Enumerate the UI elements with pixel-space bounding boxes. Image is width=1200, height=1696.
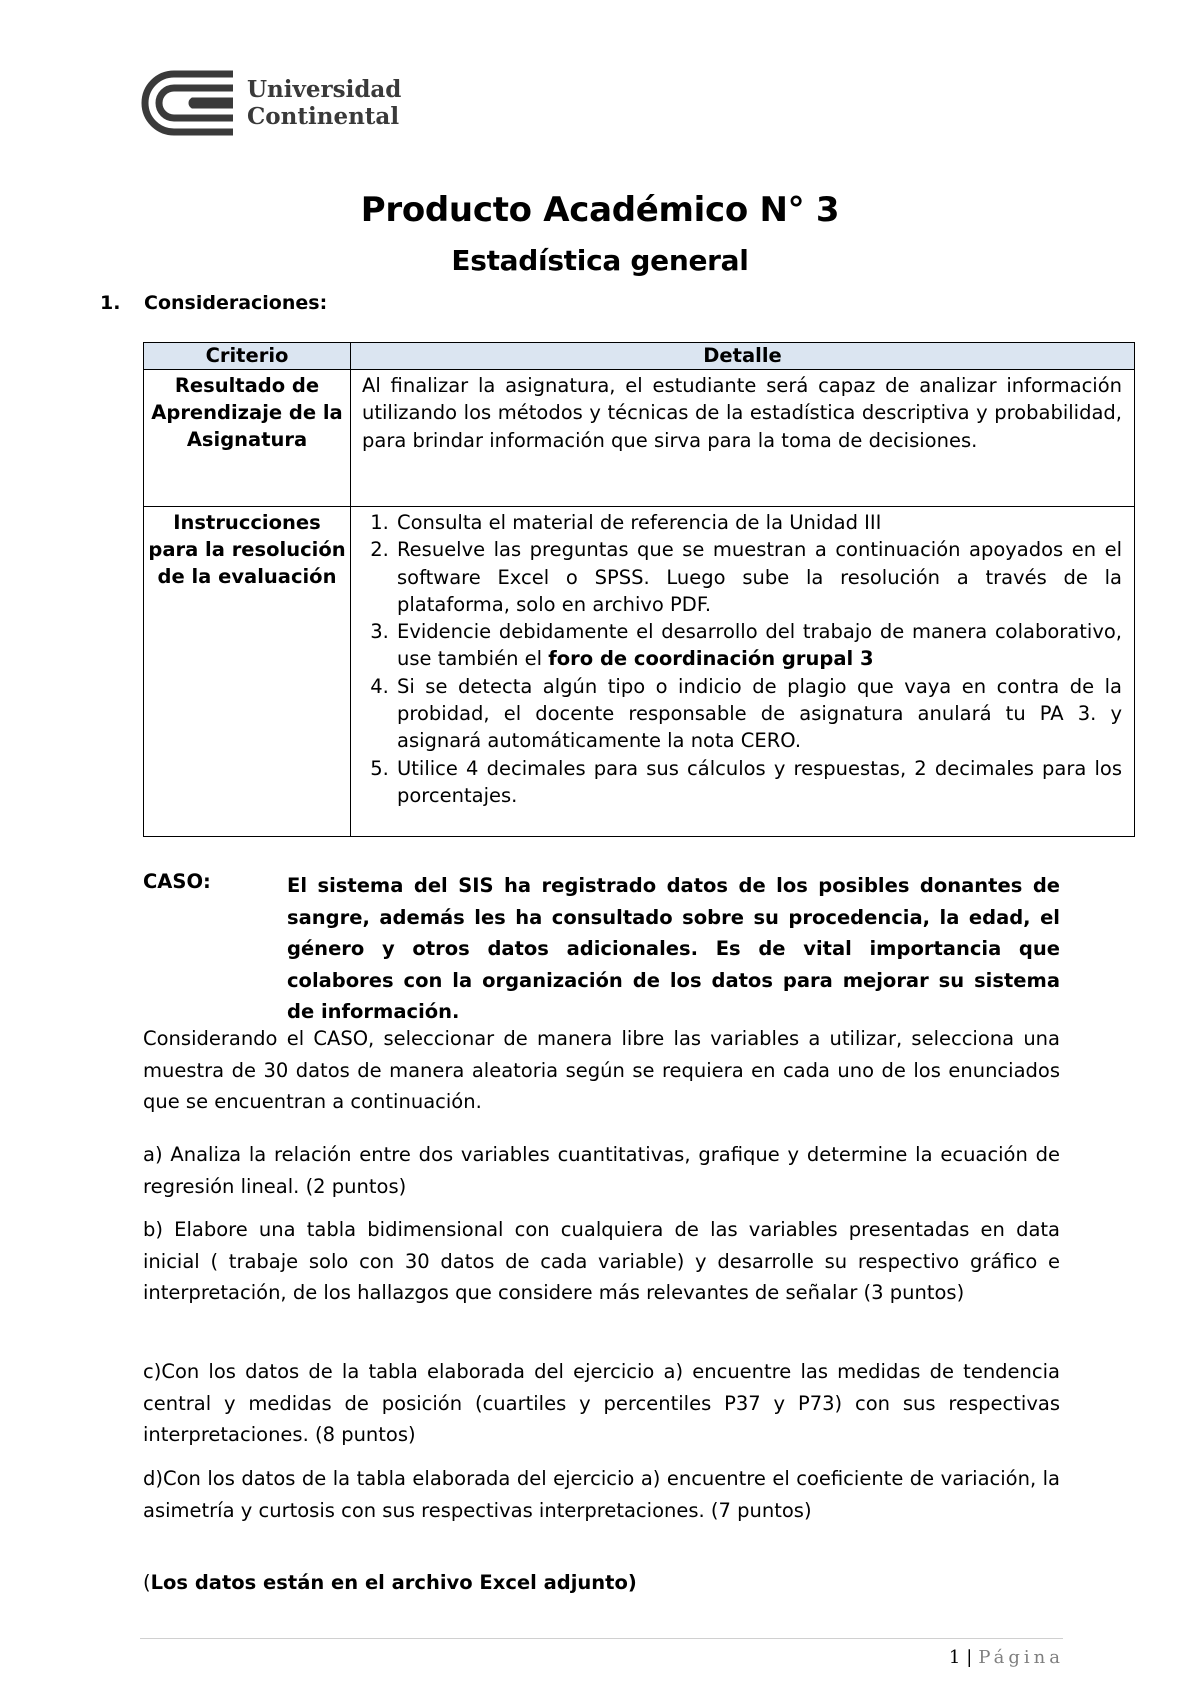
intro-paragraph: Considerando el CASO, seleccionar de manera libre las variables a utilizar, selecciona una muestra de 30 datos de manera aleatoria según se requiera en cada uno de los enunciados que se encuentran a continuación. xyxy=(143,1027,1060,1113)
logo-line-2: Continental xyxy=(247,103,400,130)
question-b: b) Elabore una tabla bidimensional con cualquiera de las variables presentadas en data inicial ( trabaje solo con 30 datos de cada variable) y desarrolle su respectivo gráfico e interpretación, de los hallazgos que considere más relevantes de señalar (3 puntos) xyxy=(143,1218,1060,1304)
page-footer xyxy=(949,1647,1064,1668)
footer-separator: | xyxy=(966,1647,973,1668)
data-note xyxy=(143,1567,1060,1599)
table-header-row xyxy=(144,343,1135,370)
logo-line-1: Universidad xyxy=(247,76,402,103)
instructions-list xyxy=(362,509,1122,809)
instruction-text: Evidencie debidamente el desarrollo del trabajo de manera colaborativo, use también el xyxy=(397,620,1122,671)
question-c: c)Con los datos de la tabla elaborada del ejercicio a) encuentre las medidas de tendencia central y medidas de posición (cuartiles y percentiles P37 y P73) con sus respectivas interpretaciones. (8 puntos) xyxy=(143,1360,1060,1446)
note-text: Los datos están en el archivo Excel adjunto) xyxy=(150,1571,637,1594)
instruction-item: 1. Consulta el material de referencia de la Unidad III xyxy=(395,509,1122,536)
instruction-item: 2. Resuelve las preguntas que se muestran a continuación apoyados en el software Excel o SPSS. Luego sube la resolución a través de la plataforma, solo en archivo PDF. xyxy=(395,536,1122,618)
page-label: Página xyxy=(978,1647,1064,1668)
instruction-bold-text: foro de coordinación grupal 3 xyxy=(548,647,874,671)
university-logo xyxy=(141,70,401,136)
table-row xyxy=(144,370,1135,507)
section-number: 1. xyxy=(100,292,121,314)
question-a: a) Analiza la relación entre dos variables cuantitativas, grafique y determine la ecuación de regresión lineal. (2 puntos) xyxy=(143,1143,1060,1198)
case-text: El sistema del SIS ha registrado datos de los posibles donantes de sangre, además les ha consultado sobre su procedencia, la edad, el género y otros datos adicionales. Es de vital importancia que colabores con la organización de los datos para mejorar su sistema de información. xyxy=(287,874,1060,1023)
section-heading xyxy=(100,292,327,314)
case-label: CASO: xyxy=(143,870,211,893)
row-learning-outcome-label: Resultado de Aprendizaje de la Asignatura xyxy=(144,370,351,507)
university-name xyxy=(247,76,401,130)
header-criterio: Criterio xyxy=(144,343,351,370)
university-logo-icon xyxy=(141,70,233,136)
document-title: Producto Académico N° 3 xyxy=(360,190,840,230)
document-subtitle: Estadística general xyxy=(451,244,749,277)
instruction-item: 5. Utilice 4 decimales para sus cálculos y respuestas, 2 decimales para los porcentajes. xyxy=(395,755,1122,810)
criteria-table xyxy=(143,342,1135,837)
row-instructions-label: Instrucciones para la resolución de la evaluación xyxy=(144,507,351,837)
instruction-item: 4. Si se detecta algún tipo o indicio de plagio que vaya en contra de la probidad, el docente responsable de asignatura anulará tu PA 3. y asignará automáticamente la nota CERO. xyxy=(395,673,1122,755)
page-number: 1 xyxy=(948,1647,961,1668)
question-d: d)Con los datos de la tabla elaborada del ejercicio a) encuentre el coeficiente de variación, la asimetría y curtosis con sus respectivas interpretaciones. (7 puntos) xyxy=(143,1467,1060,1522)
table-row xyxy=(144,507,1135,837)
row-instructions-detail xyxy=(351,507,1135,837)
instruction-item xyxy=(395,618,1122,673)
section-label: Consideraciones: xyxy=(144,292,328,314)
row-learning-outcome-detail: Al finalizar la asignatura, el estudiante será capaz de analizar información utilizando los métodos y técnicas de la estadística descriptiva y probabilidad, para brindar información que sirva para la toma de decisiones. xyxy=(351,370,1135,507)
footer-divider xyxy=(140,1638,1063,1639)
note-open-paren: ( xyxy=(143,1571,151,1594)
header-detalle: Detalle xyxy=(351,343,1135,370)
